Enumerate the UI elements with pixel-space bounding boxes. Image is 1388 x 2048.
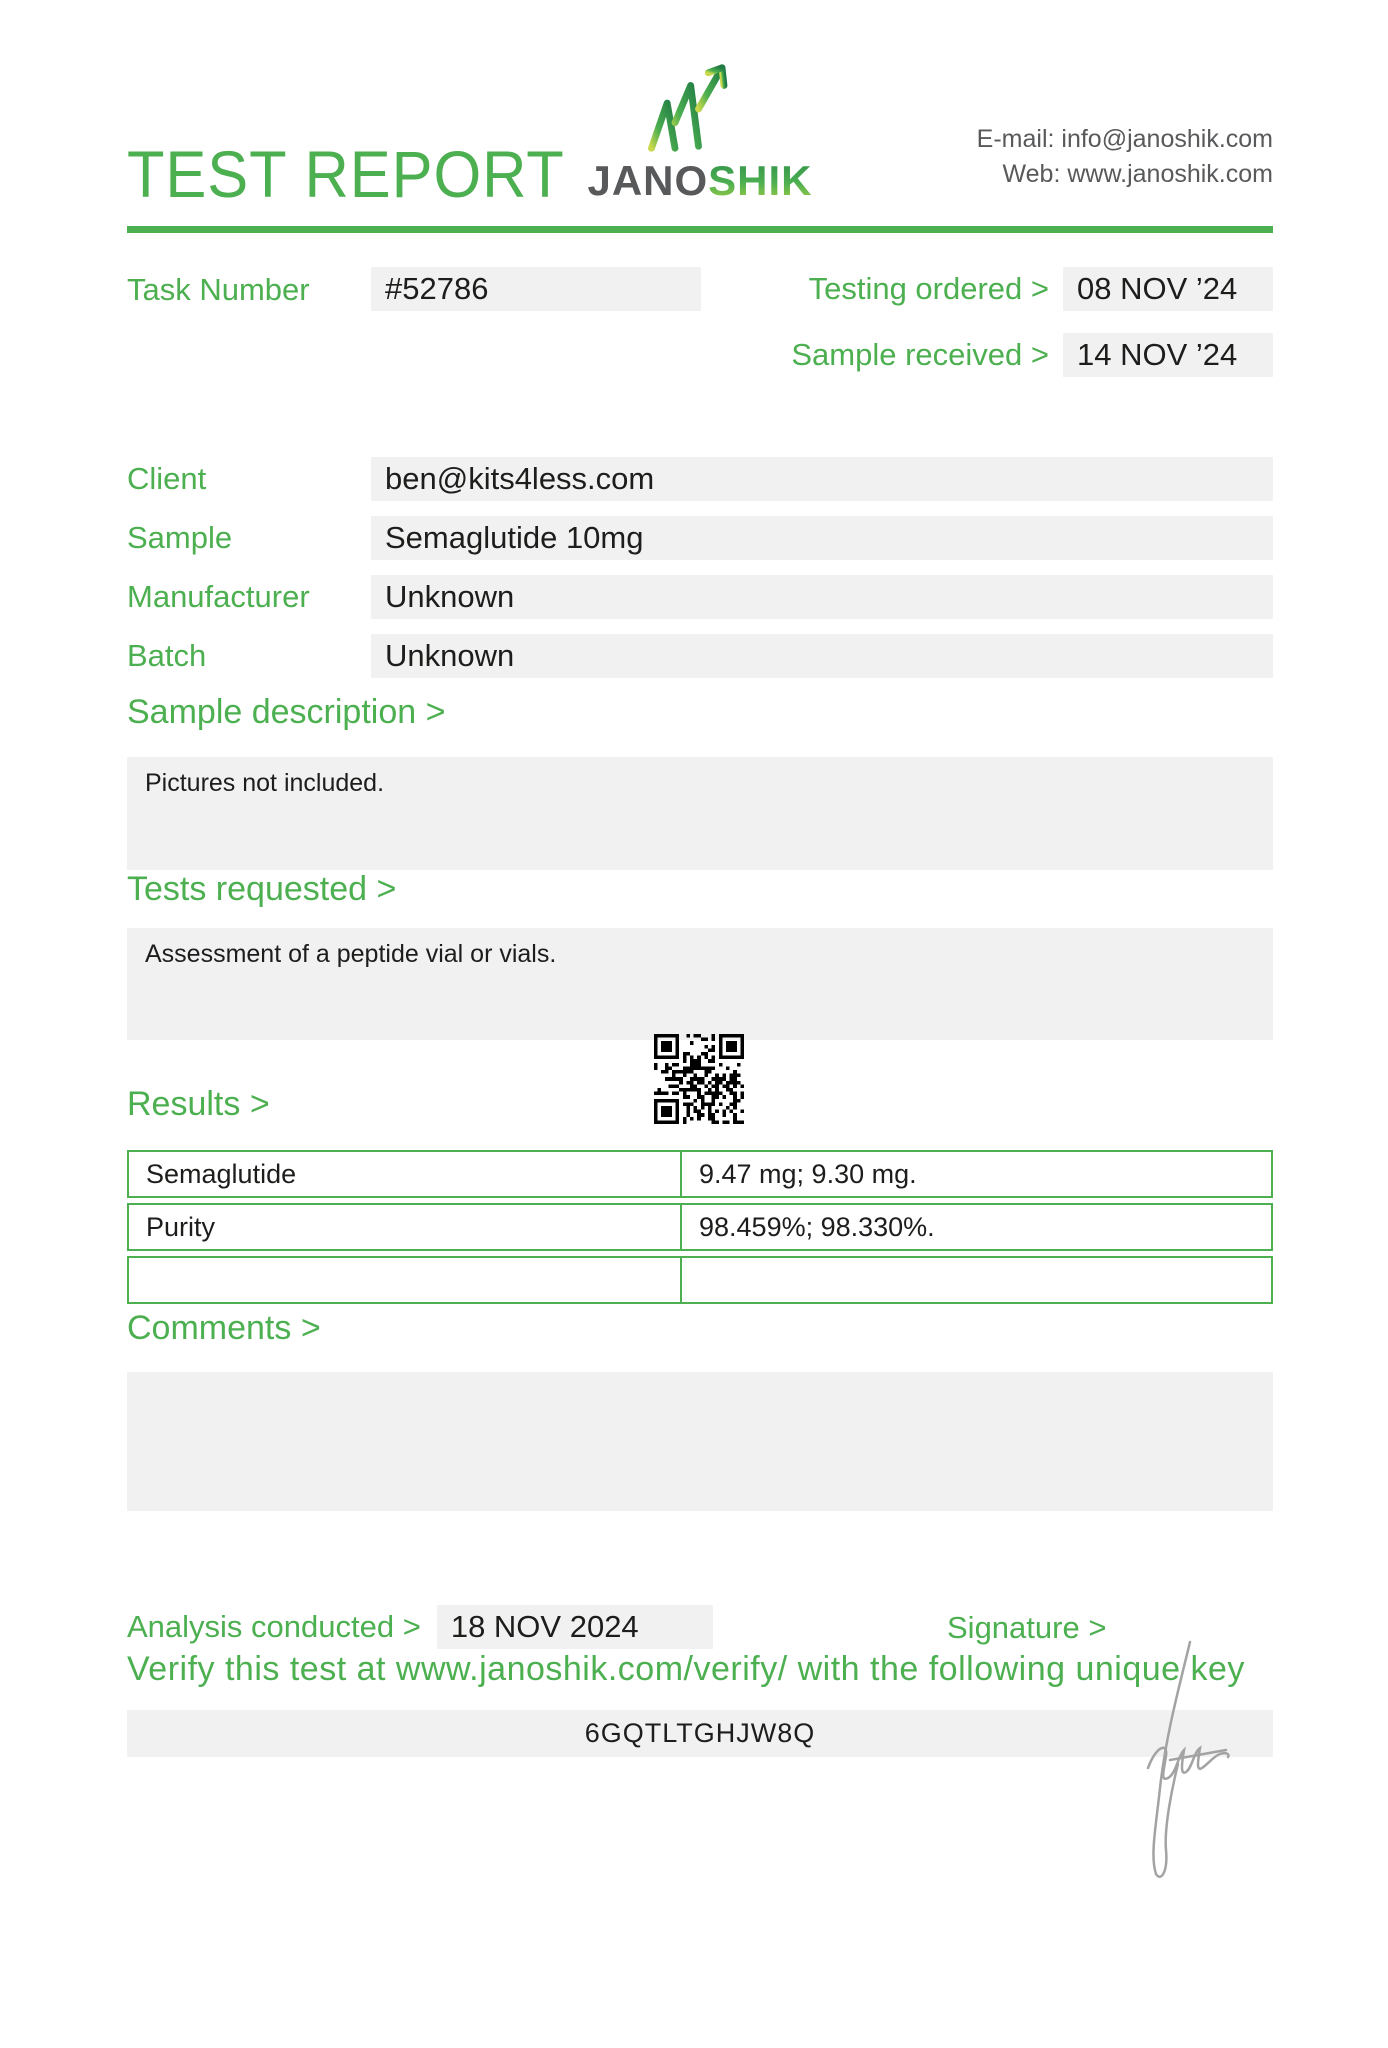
analysis-date-value: [437, 1605, 713, 1649]
sample-received-date: 14 NOV ’24: [1077, 337, 1238, 372]
result-name: [129, 1258, 682, 1302]
comments-heading: Comments >: [127, 1309, 321, 1348]
info-fields: [127, 457, 1273, 678]
sample-received-value: [1063, 333, 1273, 377]
comments-box: [127, 1372, 1273, 1511]
client-value-text: ben@kits4less.com: [385, 461, 655, 496]
analysis-date-text: 18 NOV 2024: [450, 1609, 639, 1645]
signature-image: [1128, 1636, 1240, 1884]
dates-block: [791, 267, 1273, 377]
signature-label: Signature >: [947, 1610, 1107, 1646]
tests-requested-heading: Tests requested >: [127, 870, 397, 909]
batch-value-text: Unknown: [385, 638, 515, 673]
manufacturer-value: [371, 575, 1273, 619]
field-row-batch: [127, 634, 1273, 678]
sample-value: [371, 516, 1273, 560]
logo-text-shik: SHIK: [708, 157, 813, 204]
sample-description-box: [127, 757, 1273, 870]
batch-label: Batch: [127, 638, 207, 673]
batch-value: [371, 634, 1273, 678]
result-name: Purity: [129, 1205, 682, 1249]
verify-key: 6GQTLTGHJW8Q: [584, 1718, 816, 1749]
sample-label: Sample: [127, 520, 233, 555]
contact-email-line: [977, 122, 1273, 157]
results-heading: Results >: [127, 1085, 270, 1124]
meta-section: [127, 267, 1273, 377]
verify-key-bar: [127, 1710, 1273, 1757]
manufacturer-label: Manufacturer: [127, 579, 310, 614]
sample-description-text: Pictures not included.: [145, 769, 385, 798]
tests-requested-box: [127, 928, 1273, 1040]
result-row-semaglutide: [127, 1150, 1273, 1198]
sample-value-text: Semaglutide 10mg: [385, 520, 644, 555]
analysis-conducted-label: Analysis conducted >: [127, 1609, 421, 1645]
contact-info: [977, 122, 1273, 192]
logo-wordmark: [587, 157, 813, 204]
task-number-text: #52786: [385, 271, 489, 306]
task-number-row: [127, 267, 701, 377]
page-title: TEST REPORT: [127, 137, 565, 211]
email-value: info@janoshik.com: [1061, 125, 1273, 153]
manufacturer-value-text: Unknown: [385, 579, 515, 614]
sample-received-label: Sample received >: [791, 337, 1049, 372]
testing-ordered-row: [791, 267, 1273, 311]
results-table: [127, 1150, 1273, 1304]
janoshik-logo: [587, 60, 812, 202]
contact-web-line: [977, 157, 1273, 192]
client-value: [371, 457, 1273, 501]
result-name: Semaglutide: [129, 1152, 682, 1196]
result-value: 98.459%; 98.330%.: [699, 1211, 935, 1242]
result-row-purity: [127, 1203, 1273, 1251]
field-row-manufacturer: [127, 575, 1273, 619]
result-value: [682, 1258, 1271, 1302]
email-label: E-mail:: [976, 125, 1055, 153]
sample-received-row: [791, 333, 1273, 377]
results-header: [127, 1040, 1273, 1150]
verify-heading: Verify this test at www.janoshik.com/verify/ with the following unique key: [127, 1650, 1245, 1689]
logo-text-jano: JANO: [587, 157, 709, 204]
task-number-value: [371, 267, 701, 311]
report-header: [127, 58, 1273, 216]
qr-code: [654, 1034, 744, 1124]
sample-description-heading: Sample description >: [127, 693, 446, 731]
result-row-empty: [127, 1256, 1273, 1304]
field-row-sample: [127, 516, 1273, 560]
testing-ordered-label: Testing ordered >: [808, 271, 1049, 306]
web-label: Web:: [1002, 160, 1061, 188]
growth-chart-icon: [641, 60, 759, 158]
task-number-label: Task Number: [127, 272, 310, 307]
testing-ordered-value: [1063, 267, 1273, 311]
tests-requested-text: Assessment of a peptide vial or vials.: [145, 940, 557, 969]
web-value: www.janoshik.com: [1067, 160, 1273, 188]
conclusion-row: [127, 1604, 1273, 1650]
testing-ordered-date: 08 NOV ’24: [1077, 271, 1238, 306]
field-row-client: [127, 457, 1273, 501]
client-label: Client: [127, 461, 207, 496]
result-value: 9.47 mg; 9.30 mg.: [699, 1158, 917, 1189]
header-divider: [127, 226, 1273, 233]
